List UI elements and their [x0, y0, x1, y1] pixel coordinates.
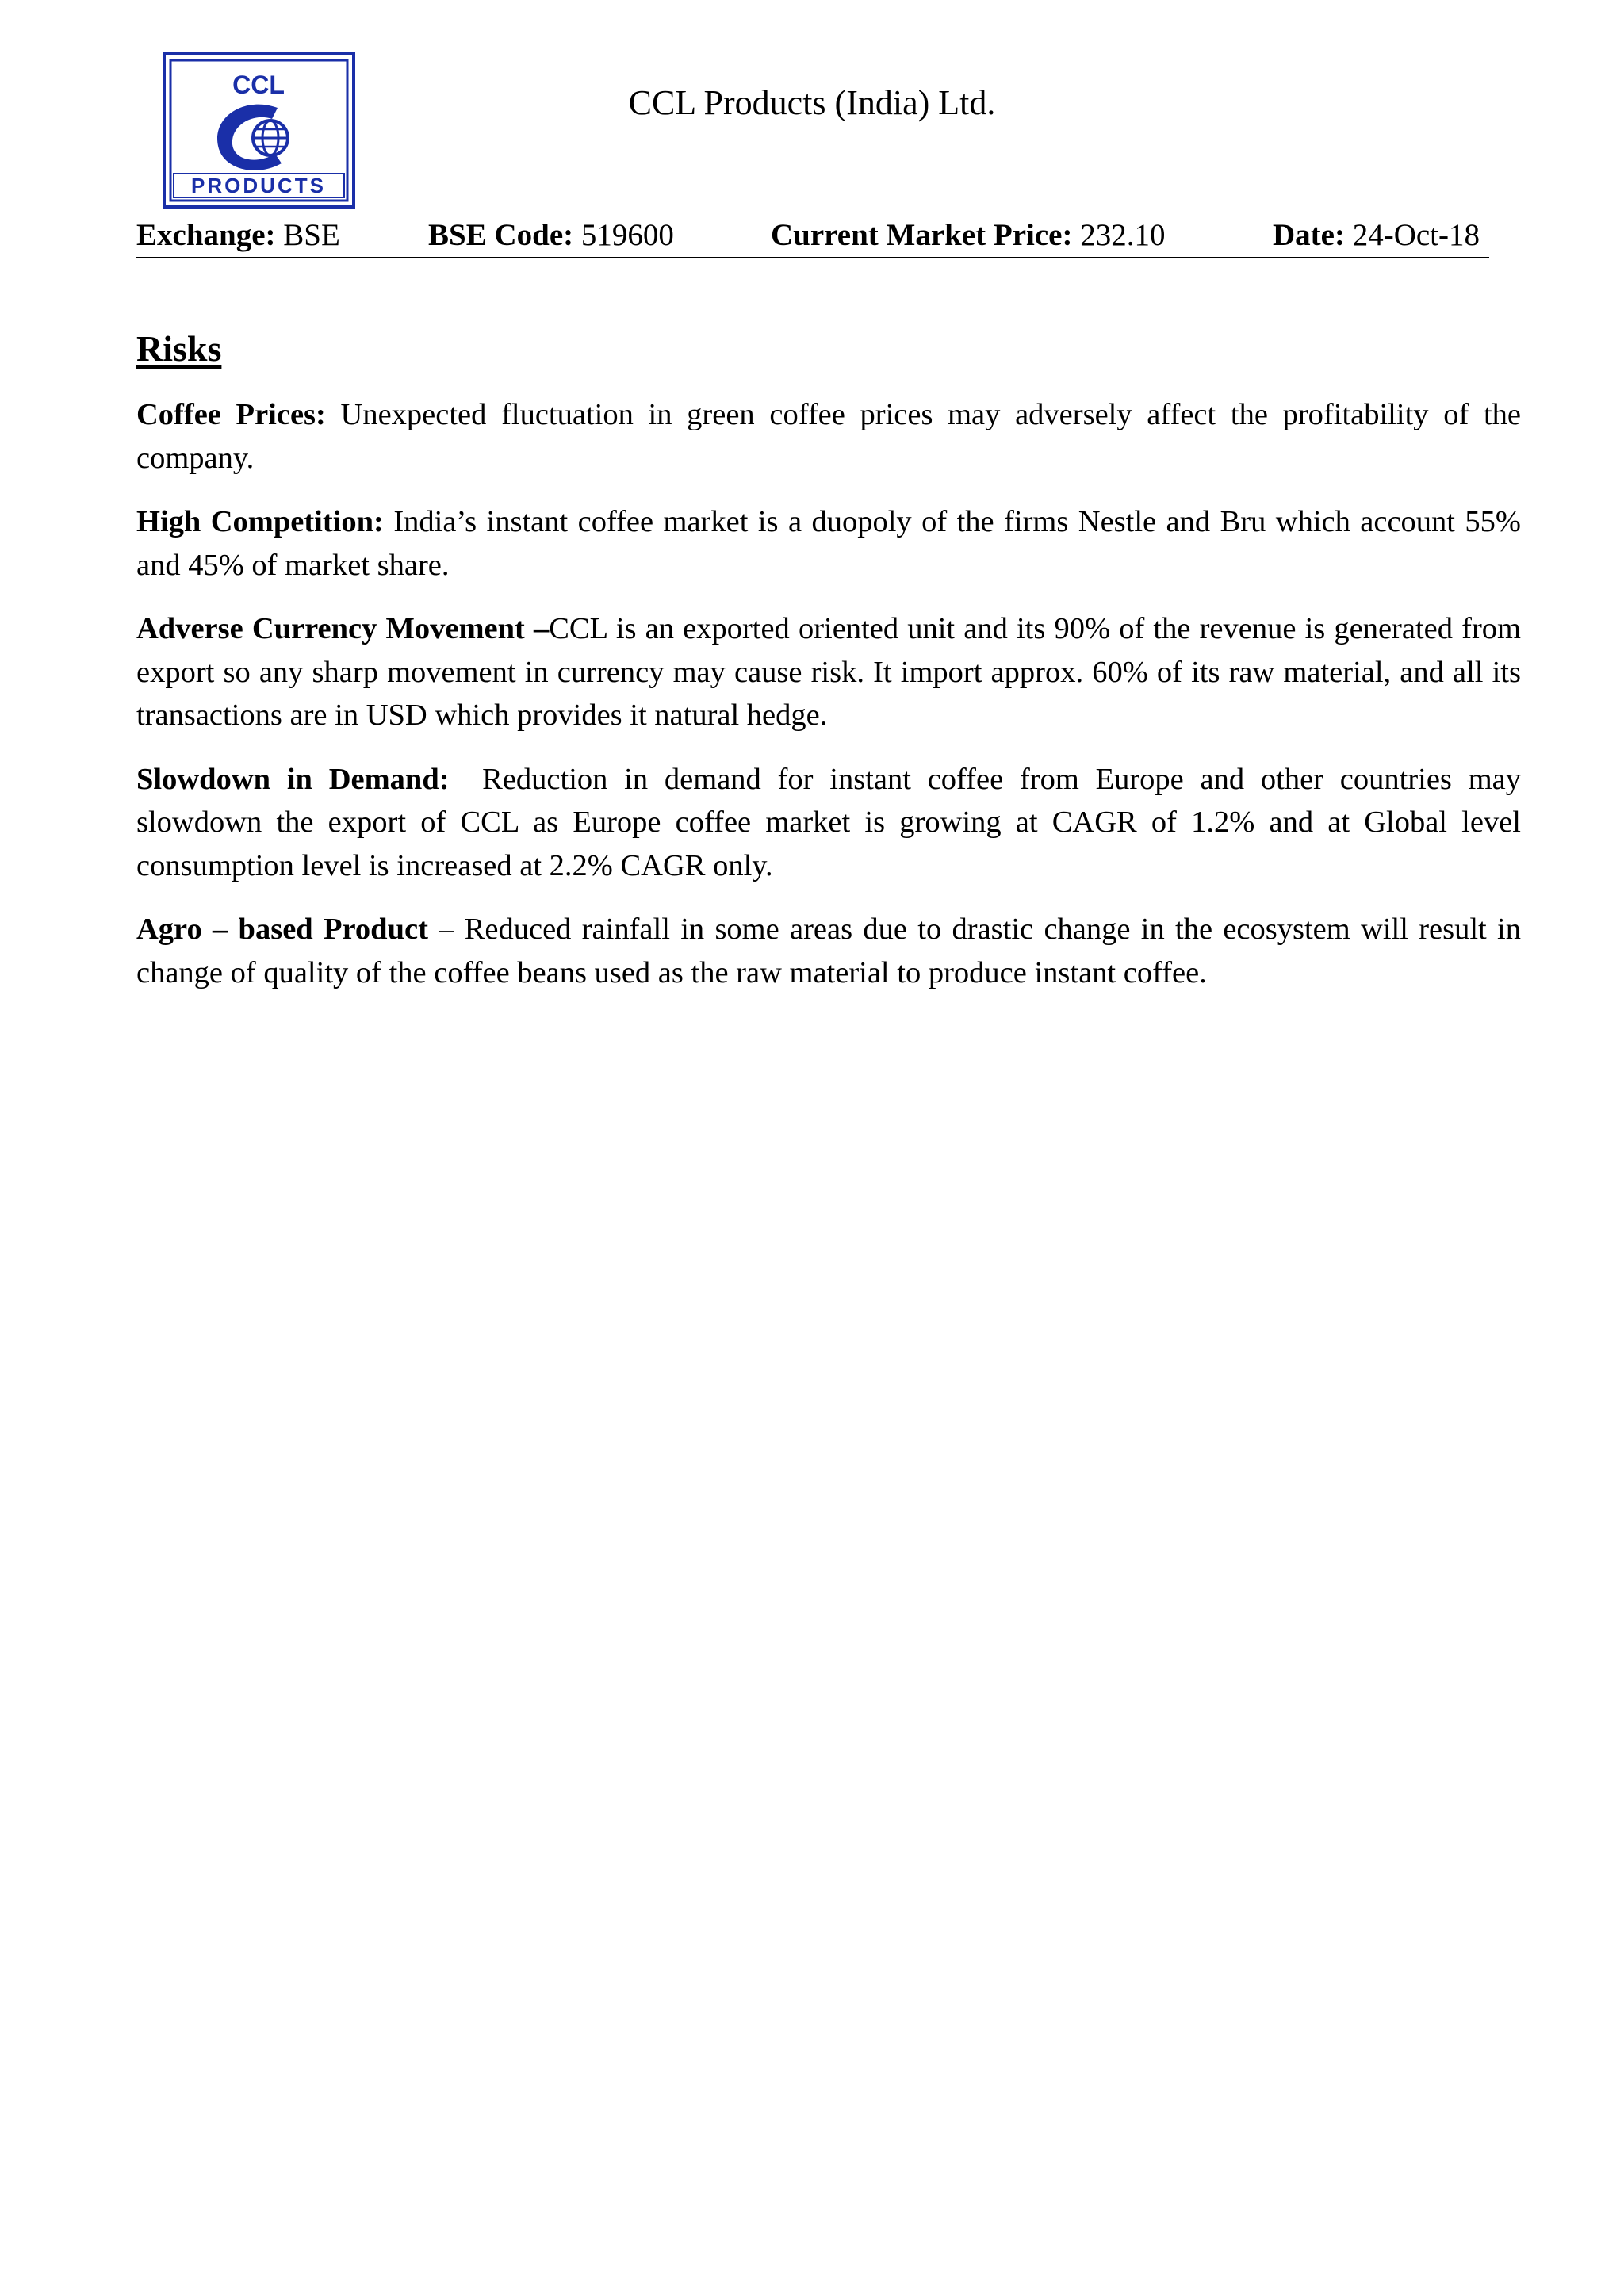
exchange-info — [136, 217, 340, 253]
risk-item — [136, 758, 1529, 888]
risk-label: Coffee Prices: — [136, 398, 326, 431]
exchange-value: BSE — [283, 218, 340, 252]
risk-text: Reduction in demand for instant coffee from Europe and other countries may slowdown the export of CCL as Europe coffee market is growing at CAGR of 1.2% and at Global level consumption level is increased at 2.2% CAGR only. — [136, 762, 1529, 882]
risk-text: – Reduced rainfall in some areas due to drastic change in the ecosystem will result in change of quality of the coffee beans used as the raw material to produce instant coffee. — [136, 913, 1521, 989]
exchange-label: Exchange: — [136, 218, 276, 252]
company-name: CCL Products (India) Ltd. — [628, 83, 996, 122]
risk-label: High Competition: — [136, 505, 384, 538]
bse-code-info — [428, 217, 674, 253]
risk-item — [136, 908, 1521, 994]
market-price-value: 232.10 — [1080, 218, 1166, 252]
risk-item — [136, 500, 1521, 587]
market-price-label: Current Market Price: — [771, 218, 1073, 252]
logo-graphic — [163, 52, 355, 209]
svg-text:PRODUCTS: PRODUCTS — [191, 174, 326, 197]
company-name-header — [0, 82, 1624, 123]
risk-item — [136, 393, 1521, 480]
risks-list — [136, 393, 1529, 1015]
section-title: Risks — [136, 328, 222, 369]
risk-label: Slowdown in Demand: — [136, 762, 450, 796]
date-info — [1273, 217, 1480, 253]
risk-text: CCL is an exported oriented unit and its 90% of the revenue is generated from export so any sharp movement in currency may cause risk. It import approx. 60% of its raw material, and all its transactions are in USD which provides it natural hedge. — [136, 612, 1521, 732]
bse-code-value: 519600 — [580, 218, 674, 252]
bse-code-label: BSE Code: — [428, 218, 574, 252]
date-label: Date: — [1273, 218, 1345, 252]
stock-info-line — [136, 214, 1489, 258]
risk-text: Unexpected fluctuation in green coffee prices may adversely affect the profitability of the company. — [136, 398, 1521, 475]
svg-text:CCL: CCL — [232, 71, 285, 99]
company-logo — [163, 52, 355, 209]
market-price-info — [771, 217, 1165, 253]
date-value: 24-Oct-18 — [1352, 218, 1480, 252]
risk-label: Adverse Currency Movement – — [136, 612, 550, 645]
risk-label: Agro – based Product — [136, 913, 428, 946]
risk-item — [136, 607, 1521, 737]
risk-text: India’s instant coffee market is a duopoly of the firms Nestle and Bru which account 55% and 45% of market share. — [136, 505, 1521, 582]
